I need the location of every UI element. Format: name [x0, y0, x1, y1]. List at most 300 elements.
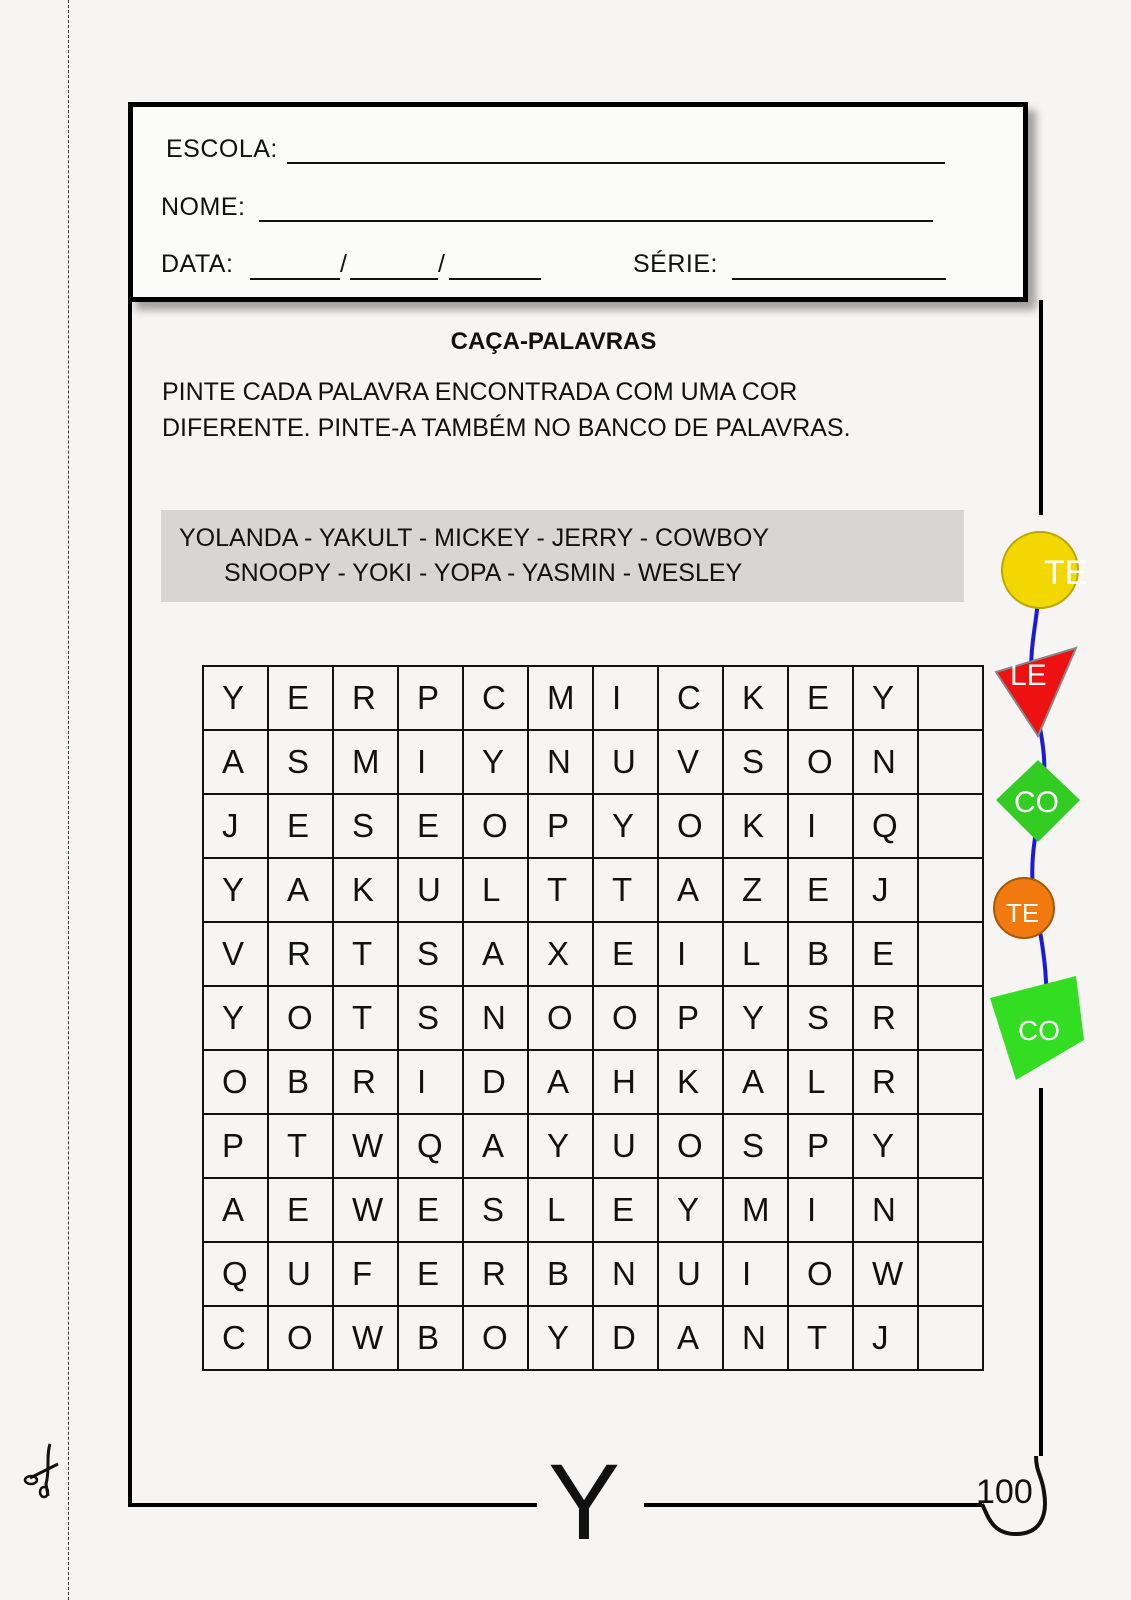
grid-row — [203, 1050, 983, 1114]
grid-letter: P — [222, 1127, 245, 1164]
grid-cell[interactable] — [268, 1306, 333, 1370]
grid-cell[interactable] — [333, 1050, 398, 1114]
grid-cell[interactable] — [723, 1306, 788, 1370]
grid-cell[interactable] — [853, 1050, 918, 1114]
grid-cell-empty — [918, 666, 983, 730]
grid-row — [203, 1178, 983, 1242]
grid-cell[interactable] — [658, 922, 723, 986]
grid-row — [203, 1114, 983, 1178]
grid-letter: Q — [872, 807, 898, 844]
grid-cell[interactable] — [398, 1050, 463, 1114]
grid-letter: J — [872, 1319, 889, 1356]
word-bank — [161, 510, 964, 602]
grid-letter: V — [677, 743, 700, 780]
grid-cell[interactable] — [528, 1114, 593, 1178]
grid-letter: D — [482, 1063, 506, 1100]
bead-co-green-square-icon — [990, 976, 1084, 1080]
grid-letter: L — [807, 1063, 826, 1100]
grid-cell[interactable] — [398, 1306, 463, 1370]
grid-cell-empty — [918, 922, 983, 986]
grid-letter: E — [417, 807, 440, 844]
grid-cell[interactable] — [853, 1114, 918, 1178]
grid-letter: I — [677, 935, 687, 972]
page-letter: Y — [548, 1441, 621, 1562]
grid-cell[interactable] — [203, 730, 268, 794]
grid-cell[interactable] — [593, 986, 658, 1050]
grid-letter: E — [807, 679, 830, 716]
grid-letter: O — [612, 999, 638, 1036]
grid-cell[interactable] — [268, 1114, 333, 1178]
grid-letter: O — [807, 1255, 833, 1292]
grid-cell[interactable] — [593, 730, 658, 794]
grid-letter: E — [872, 935, 895, 972]
grid-cell[interactable] — [658, 986, 723, 1050]
student-info-box — [128, 102, 1028, 302]
grid-cell[interactable] — [268, 1242, 333, 1306]
grid-letter: U — [612, 743, 636, 780]
grid-row — [203, 794, 983, 858]
grid-cell[interactable] — [593, 666, 658, 730]
grid-letter: D — [612, 1319, 636, 1356]
bead-co-green-diamond-icon — [996, 760, 1080, 842]
grid-letter: Q — [222, 1255, 248, 1292]
grid-cell[interactable] — [593, 1114, 658, 1178]
grid-cell[interactable] — [463, 922, 528, 986]
grid-cell[interactable] — [463, 1050, 528, 1114]
grid-letter: Y — [222, 871, 245, 908]
grid-cell[interactable] — [788, 666, 853, 730]
grid-cell[interactable] — [593, 1050, 658, 1114]
grid-letter: R — [352, 679, 376, 716]
grid-cell[interactable] — [853, 858, 918, 922]
grid-cell-empty — [918, 730, 983, 794]
grid-cell[interactable] — [333, 858, 398, 922]
grid-letter: Y — [677, 1191, 700, 1228]
grid-cell[interactable] — [333, 986, 398, 1050]
grid-cell[interactable] — [203, 1114, 268, 1178]
grid-cell[interactable] — [723, 1114, 788, 1178]
grid-cell[interactable] — [853, 730, 918, 794]
grid-cell[interactable] — [788, 1178, 853, 1242]
grid-cell[interactable] — [788, 1306, 853, 1370]
grid-cell[interactable] — [463, 1242, 528, 1306]
grid-letter: B — [547, 1255, 570, 1292]
grid-cell-empty — [918, 1050, 983, 1114]
grid-letter: E — [612, 935, 635, 972]
grid-row — [203, 666, 983, 730]
grid-cell[interactable] — [658, 1114, 723, 1178]
grid-cell[interactable] — [723, 1050, 788, 1114]
grid-letter: K — [742, 807, 765, 844]
school-label: ESCOLA: — [166, 135, 278, 163]
grid-letter: C — [677, 679, 701, 716]
grid-letter: W — [352, 1319, 384, 1356]
grid-letter: U — [287, 1255, 311, 1292]
grid-row — [203, 922, 983, 986]
grid-letter: K — [742, 679, 765, 716]
grid-letter: A — [222, 743, 245, 780]
grid-letter: M — [352, 743, 380, 780]
grid-letter: C — [222, 1319, 246, 1356]
grid-cell[interactable] — [463, 1306, 528, 1370]
grid-cell-empty — [918, 794, 983, 858]
grid-letter: A — [742, 1063, 765, 1100]
grid-cell[interactable] — [203, 666, 268, 730]
grid-cell[interactable] — [593, 1242, 658, 1306]
grid-letter: U — [677, 1255, 701, 1292]
svg-text:TE: TE — [1044, 554, 1088, 592]
grid-cell[interactable] — [268, 922, 333, 986]
grid-cell[interactable] — [203, 794, 268, 858]
grid-letter: O — [677, 1127, 703, 1164]
grid-cell[interactable] — [528, 858, 593, 922]
grid-letter: N — [872, 743, 896, 780]
grid-cell[interactable] — [788, 922, 853, 986]
grid-cell[interactable] — [463, 1178, 528, 1242]
grid-cell[interactable] — [853, 986, 918, 1050]
grid-letter: N — [547, 743, 571, 780]
grid-cell[interactable] — [398, 1178, 463, 1242]
grid-cell[interactable] — [658, 858, 723, 922]
grid-cell[interactable] — [463, 730, 528, 794]
grid-cell[interactable] — [203, 986, 268, 1050]
grid-cell[interactable] — [333, 1178, 398, 1242]
grid-letter: R — [352, 1063, 376, 1100]
grid-cell[interactable] — [398, 666, 463, 730]
frame-border — [644, 1503, 982, 1507]
grid-letter: S — [807, 999, 830, 1036]
grid-letter: E — [287, 1191, 310, 1228]
grid-cell[interactable] — [788, 794, 853, 858]
grid-letter: E — [807, 871, 830, 908]
grid-cell[interactable] — [658, 1306, 723, 1370]
grid-cell[interactable] — [333, 794, 398, 858]
grid-letter: A — [482, 935, 505, 972]
grid-cell[interactable] — [203, 1242, 268, 1306]
grid-letter: M — [547, 679, 575, 716]
grid-cell[interactable] — [528, 922, 593, 986]
grid-cell[interactable] — [333, 1114, 398, 1178]
grid-cell[interactable] — [723, 986, 788, 1050]
grid-cell[interactable] — [528, 1306, 593, 1370]
svg-text:LE: LE — [1010, 659, 1047, 692]
word-search-grid — [202, 665, 984, 1371]
grid-letter: Z — [742, 871, 763, 908]
bead-te-orange-circle-icon — [994, 878, 1054, 938]
frame-border — [128, 290, 132, 1507]
grid-letter: A — [287, 871, 310, 908]
grid-letter: R — [872, 999, 896, 1036]
grid-cell[interactable] — [788, 1242, 853, 1306]
grid-cell[interactable] — [658, 1050, 723, 1114]
grid-cell[interactable] — [268, 858, 333, 922]
grid-letter: C — [482, 679, 506, 716]
grid-cell[interactable] — [333, 1242, 398, 1306]
grid-cell[interactable] — [593, 1178, 658, 1242]
grid-letter: Y — [222, 999, 245, 1036]
grid-letter: T — [352, 935, 373, 972]
svg-text:CO: CO — [1018, 1015, 1060, 1046]
activity-title: CAÇA-PALAVRAS — [450, 328, 657, 355]
grid-cell[interactable] — [658, 1178, 723, 1242]
name-label: NOME: — [161, 193, 246, 221]
grid-row — [203, 1242, 983, 1306]
grid-cell[interactable] — [528, 1050, 593, 1114]
word-bank-line-1: YOLANDA - YAKULT - MICKEY - JERRY - COWBOY — [179, 524, 769, 552]
grid-cell[interactable] — [593, 858, 658, 922]
grid-letter: N — [612, 1255, 636, 1292]
grid-cell[interactable] — [333, 730, 398, 794]
grid-cell[interactable] — [268, 666, 333, 730]
frame-border — [1039, 1088, 1043, 1456]
grid-letter: H — [612, 1063, 636, 1100]
grid-cell[interactable] — [528, 730, 593, 794]
date-day-field[interactable] — [250, 278, 340, 280]
grid-cell[interactable] — [398, 794, 463, 858]
grid-letter: R — [287, 935, 311, 972]
grid-cell[interactable] — [593, 1306, 658, 1370]
grid-letter: O — [547, 999, 573, 1036]
grid-cell[interactable] — [463, 794, 528, 858]
grid-letter: Y — [222, 679, 245, 716]
cut-line — [68, 0, 69, 1600]
grid-letter: A — [677, 1319, 700, 1356]
grid-letter: W — [872, 1255, 904, 1292]
bead-le-red-triangle-icon — [996, 648, 1076, 736]
grid-cell[interactable] — [268, 986, 333, 1050]
grid-letter: X — [547, 935, 570, 972]
grid-cell[interactable] — [853, 794, 918, 858]
grid-cell[interactable] — [528, 666, 593, 730]
grid-letter: K — [677, 1063, 700, 1100]
grid-cell-empty — [918, 858, 983, 922]
grid-letter: S — [742, 743, 765, 780]
grid-cell[interactable] — [788, 1114, 853, 1178]
frame-border — [128, 1503, 537, 1507]
grid-letter: J — [872, 871, 889, 908]
grid-cell[interactable] — [398, 730, 463, 794]
date-separator: / — [340, 250, 348, 278]
grid-letter: U — [612, 1127, 636, 1164]
grid-cell[interactable] — [723, 666, 788, 730]
grid-row — [203, 1306, 983, 1370]
grid-row — [203, 730, 983, 794]
grid-letter: Q — [417, 1127, 443, 1164]
grid-letter: T — [612, 871, 633, 908]
grid-letter: O — [482, 807, 508, 844]
grid-letter: E — [417, 1191, 440, 1228]
grid-cell-empty — [918, 1178, 983, 1242]
grid-row — [203, 986, 983, 1050]
grade-label: SÉRIE: — [633, 250, 718, 278]
grid-cell[interactable] — [203, 858, 268, 922]
grid-letter: J — [222, 807, 239, 844]
grid-cell[interactable] — [658, 730, 723, 794]
grid-letter: M — [742, 1191, 770, 1228]
grid-letter: O — [287, 999, 313, 1036]
grid-letter: P — [547, 807, 570, 844]
grid-letter: E — [287, 679, 310, 716]
grid-letter: A — [482, 1127, 505, 1164]
grid-letter: Y — [482, 743, 505, 780]
grid-cell-empty — [918, 986, 983, 1050]
grid-letter: T — [807, 1319, 828, 1356]
grid-cell[interactable] — [333, 922, 398, 986]
grid-letter: S — [482, 1191, 505, 1228]
grid-cell[interactable] — [203, 922, 268, 986]
word-bank-line-2: SNOOPY - YOKI - YOPA - YASMIN - WESLEY — [224, 559, 743, 587]
grid-letter: I — [417, 743, 427, 780]
grid-letter: F — [352, 1255, 373, 1292]
grid-letter: S — [352, 807, 375, 844]
grid-cell[interactable] — [658, 666, 723, 730]
grid-letter: S — [417, 935, 440, 972]
grid-letter: P — [807, 1127, 830, 1164]
grid-cell[interactable] — [528, 1178, 593, 1242]
grid-letter: O — [287, 1319, 313, 1356]
grid-cell[interactable] — [788, 986, 853, 1050]
grid-letter: E — [287, 807, 310, 844]
grade-field[interactable] — [732, 278, 946, 280]
date-separator: / — [438, 250, 446, 278]
bead-te-yellow-circle-icon — [1002, 532, 1087, 608]
grid-cell[interactable] — [658, 794, 723, 858]
grid-letter: S — [417, 999, 440, 1036]
grid-cell[interactable] — [398, 1242, 463, 1306]
grid-cell[interactable] — [853, 922, 918, 986]
page-number: 100 — [976, 1473, 1033, 1511]
grid-letter: R — [872, 1063, 896, 1100]
school-field[interactable] — [287, 162, 945, 164]
grid-letter: Y — [742, 999, 765, 1036]
grid-cell[interactable] — [788, 730, 853, 794]
grid-cell[interactable] — [723, 922, 788, 986]
grid-letter: N — [872, 1191, 896, 1228]
grid-cell[interactable] — [723, 1178, 788, 1242]
grid-cell[interactable] — [593, 922, 658, 986]
grid-letter: R — [482, 1255, 506, 1292]
grid-cell[interactable] — [528, 794, 593, 858]
grid-letter: E — [612, 1191, 635, 1228]
grid-cell-empty — [918, 1242, 983, 1306]
grid-cell[interactable] — [853, 1306, 918, 1370]
grid-letter: A — [222, 1191, 245, 1228]
grid-letter: O — [677, 807, 703, 844]
date-month-field[interactable] — [350, 278, 438, 280]
grid-letter: Y — [612, 807, 635, 844]
grid-cell-empty — [918, 1114, 983, 1178]
grid-letter: T — [287, 1127, 308, 1164]
grid-cell[interactable] — [528, 1242, 593, 1306]
grid-letter: T — [547, 871, 568, 908]
grid-letter: I — [742, 1255, 752, 1292]
grid-letter: S — [287, 743, 310, 780]
grid-cell[interactable] — [528, 986, 593, 1050]
grid-letter: I — [612, 679, 622, 716]
grid-letter: B — [287, 1063, 310, 1100]
grid-cell[interactable] — [463, 666, 528, 730]
grid-cell[interactable] — [723, 730, 788, 794]
grid-cell[interactable] — [658, 1242, 723, 1306]
grid-cell[interactable] — [853, 1178, 918, 1242]
grid-cell[interactable] — [268, 794, 333, 858]
svg-text:TE: TE — [1006, 898, 1040, 928]
grid-cell[interactable] — [398, 922, 463, 986]
grid-cell[interactable] — [203, 1050, 268, 1114]
grid-letter: P — [677, 999, 700, 1036]
grid-cell[interactable] — [723, 1242, 788, 1306]
grid-letter: I — [417, 1063, 427, 1100]
grid-cell-empty — [918, 1306, 983, 1370]
grid-letter: W — [352, 1127, 384, 1164]
syllable-beads-decoration — [990, 530, 1090, 1090]
grid-letter: O — [807, 743, 833, 780]
grid-cell[interactable] — [268, 730, 333, 794]
grid-cell[interactable] — [463, 858, 528, 922]
grid-cell[interactable] — [268, 1050, 333, 1114]
grid-letter: K — [352, 871, 375, 908]
grid-letter: I — [807, 1191, 817, 1228]
grid-cell[interactable] — [463, 986, 528, 1050]
grid-cell[interactable] — [853, 666, 918, 730]
grid-cell[interactable] — [723, 858, 788, 922]
grid-letter: L — [547, 1191, 566, 1228]
grid-cell[interactable] — [398, 1114, 463, 1178]
grid-letter: Y — [872, 1127, 895, 1164]
grid-letter: N — [742, 1319, 766, 1356]
grid-letter: T — [352, 999, 373, 1036]
grid-cell[interactable] — [398, 986, 463, 1050]
instructions-text: PINTE CADA PALAVRA ENCONTRADA COM UMA COR DIFERENTE. PINTE-A TAMBÉM NO BANCO DE PALAVRAS. — [162, 378, 851, 442]
grid-cell[interactable] — [463, 1114, 528, 1178]
grid-letter: Y — [547, 1319, 570, 1356]
grid-cell[interactable] — [853, 1242, 918, 1306]
grid-letter: S — [742, 1127, 765, 1164]
grid-letter: L — [482, 871, 501, 908]
grid-cell[interactable] — [203, 1306, 268, 1370]
grid-cell[interactable] — [723, 794, 788, 858]
grid-cell[interactable] — [203, 1178, 268, 1242]
grid-cell[interactable] — [268, 1178, 333, 1242]
grid-cell[interactable] — [788, 1050, 853, 1114]
grid-letter: Y — [872, 679, 895, 716]
name-field[interactable] — [259, 220, 933, 222]
grid-letter: B — [807, 935, 830, 972]
grid-cell[interactable] — [333, 666, 398, 730]
grid-cell[interactable] — [593, 794, 658, 858]
grid-letter: P — [417, 679, 440, 716]
grid-letter: U — [417, 871, 441, 908]
grid-letter: Y — [547, 1127, 570, 1164]
grid-cell[interactable] — [788, 858, 853, 922]
grid-letter: O — [482, 1319, 508, 1356]
svg-text:CO: CO — [1014, 786, 1059, 819]
grid-row — [203, 858, 983, 922]
grid-letter: N — [482, 999, 506, 1036]
grid-letter: O — [222, 1063, 248, 1100]
date-label: DATA: — [161, 250, 234, 278]
grid-letter: A — [677, 871, 700, 908]
grid-letter: W — [352, 1191, 384, 1228]
scissors-icon — [20, 1440, 66, 1500]
grid-letter: I — [807, 807, 817, 844]
grid-letter: B — [417, 1319, 440, 1356]
grid-cell[interactable] — [398, 858, 463, 922]
grid-cell[interactable] — [333, 1306, 398, 1370]
grid-letter: L — [742, 935, 761, 972]
date-year-field[interactable] — [449, 278, 541, 280]
grid-letter: V — [222, 935, 245, 972]
